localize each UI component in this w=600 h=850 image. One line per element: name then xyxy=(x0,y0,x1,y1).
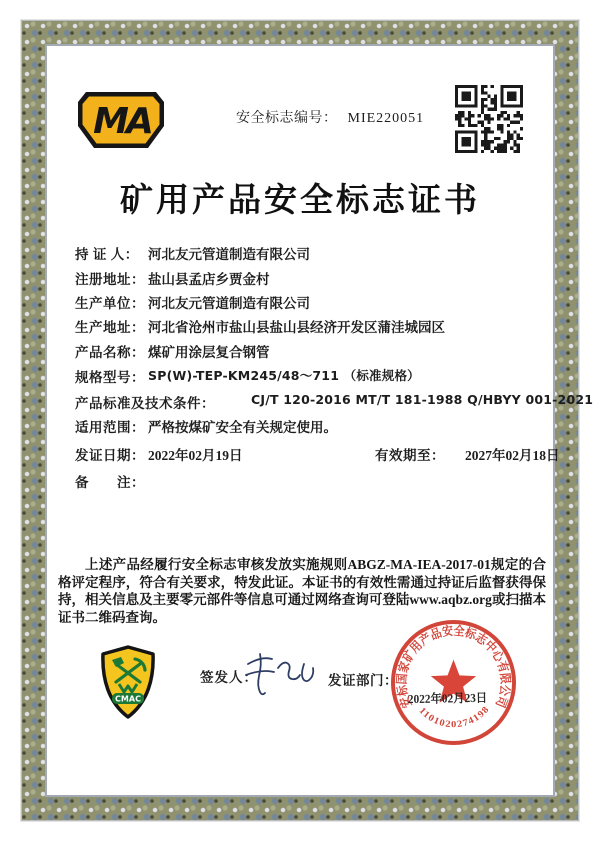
field-row-model xyxy=(75,366,420,386)
field-label: 持 证 人： xyxy=(75,247,139,262)
qr-code-icon xyxy=(455,85,523,153)
issue-date-label: 发证日期： xyxy=(75,448,145,463)
signature-handwriting xyxy=(238,646,318,708)
cert-number-label: 安全标志编号： xyxy=(236,111,338,126)
seal-number-text: 1101020274198 xyxy=(416,704,492,731)
signer-label: 签发人： xyxy=(200,670,258,685)
remark-label: 备 注： xyxy=(75,475,145,490)
field-row-prod-address xyxy=(75,316,445,336)
cmac-shield-logo xyxy=(99,645,157,719)
field-value: 盐山县孟店乡贾金村 xyxy=(148,272,270,287)
field-value: 煤矿用涂层复合钢管 xyxy=(148,345,270,360)
seal-date-text: 2022年02月23日 xyxy=(407,690,494,707)
cert-number-value: MIE220051 xyxy=(347,111,425,126)
ma-logo-text: MA xyxy=(93,101,151,142)
dates-row xyxy=(75,444,560,464)
field-row-holder xyxy=(75,243,310,263)
remark-row xyxy=(75,471,181,491)
field-row-product-name xyxy=(75,341,270,361)
issue-date-value: 2022年02月19日 xyxy=(148,448,243,463)
field-label: 适用范围： xyxy=(75,420,145,435)
certificate-title: 矿用产品安全标志证书 xyxy=(120,183,480,219)
field-value: 河北友元管道制造有限公司 xyxy=(148,296,310,311)
field-value: CJ/T 120-2016 MT/T 181-1988 Q/HBYY 001-2021 xyxy=(251,392,594,407)
cert-number-line xyxy=(236,107,424,127)
seal-org-text: 安标国家矿用产品安全标志中心有限公司 xyxy=(394,623,513,711)
field-label: 产品标准及技术条件： xyxy=(75,396,215,411)
field-value: 河北省沧州市盐山县盐山县经济开发区蒲洼城园区 xyxy=(148,320,445,335)
field-label: 注册地址： xyxy=(75,272,145,287)
official-seal xyxy=(389,618,518,747)
valid-until-label: 有效期至： xyxy=(375,448,445,463)
issuer-label: 发证部门： xyxy=(328,673,398,688)
field-label: 生产单位： xyxy=(75,296,145,311)
field-label: 规格型号： xyxy=(75,370,145,385)
field-label: 生产地址： xyxy=(75,320,145,335)
field-row-reg-address xyxy=(75,268,270,288)
ma-mining-safety-logo xyxy=(78,92,164,148)
field-label: 产品名称： xyxy=(75,345,145,360)
field-value: 严格按煤矿安全有关规定使用。 xyxy=(148,420,337,435)
certificate-statement: 上述产品经履行安全标志审核发放实施规则ABGZ-MA-IEA-2017-01规定的合格评定程序，符合有关要求，特发此证。本证书的有效性需通过持证后监督获得保持，相关信息及主要零元部件等信息可通过网络查询可登陆www.aqbz.org或扫描本证书二维码查询。 xyxy=(58,557,546,625)
valid-until-value: 2027年02月18日 xyxy=(465,448,560,463)
field-row-standards xyxy=(75,392,593,412)
field-row-scope xyxy=(75,416,337,436)
field-value: 河北友元管道制造有限公司 xyxy=(148,247,310,262)
valid-until-group xyxy=(375,444,560,464)
field-value: SP(W)-TEP-KM245/48～711 （标准规格） xyxy=(148,368,420,383)
field-row-manufacturer xyxy=(75,292,310,312)
svg-text:1101020274198 xyxy=(417,704,492,730)
cmac-logo-text: CMAC xyxy=(115,694,141,704)
